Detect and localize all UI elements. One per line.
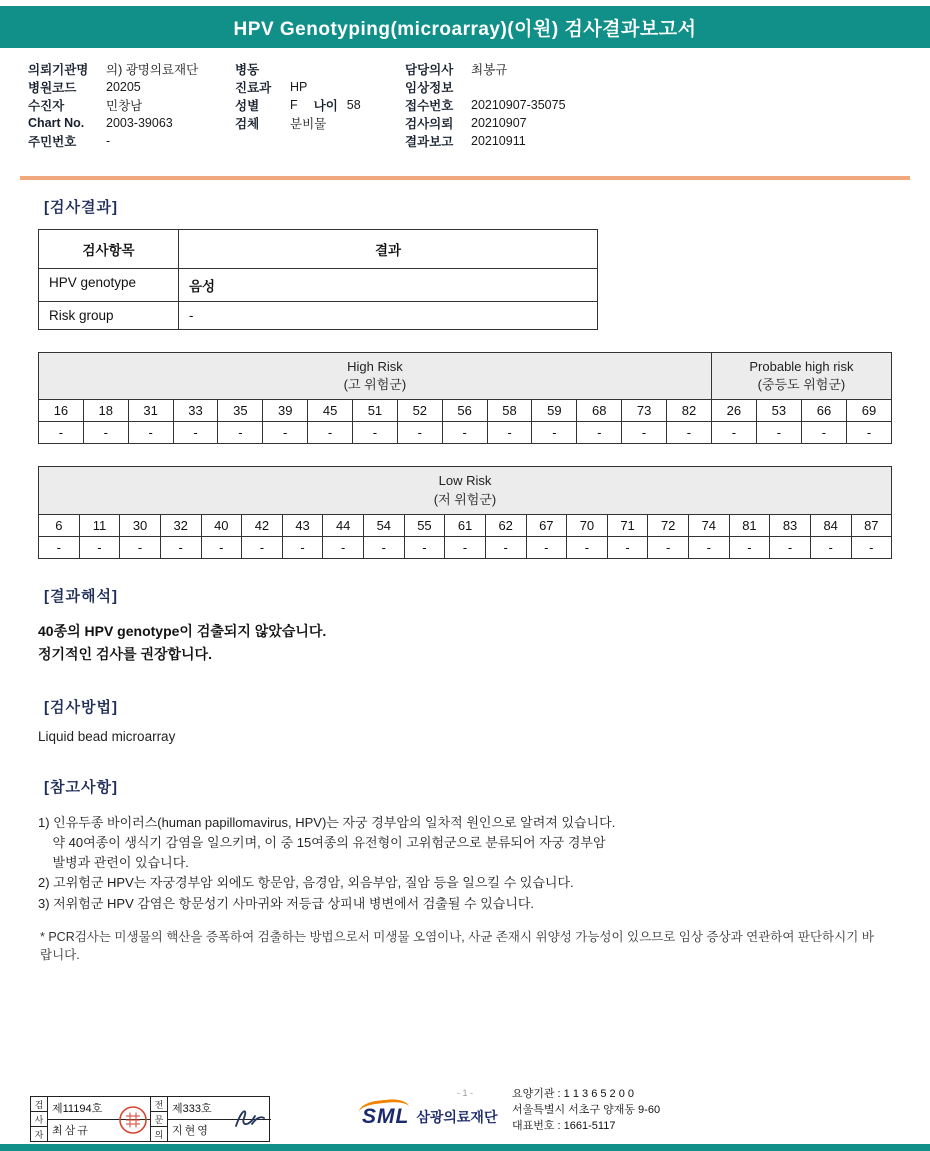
field-label: 담당의사 [405,63,454,77]
hpv-type-cell: 32 [160,515,201,536]
low-risk-table [38,466,892,558]
interpretation-line1: 40종의 HPV genotype이 검출되지 않았습니다. [38,622,327,639]
field-label: 임상정보 [405,81,454,95]
high-risk-table [38,352,892,444]
hpv-result-cell: - [363,537,404,558]
field-patient-name [28,96,198,114]
result-table-header-result: 결과 [374,243,402,258]
hpv-result-cell: - [666,422,711,443]
hpv-result-cell: - [442,422,487,443]
hpv-type-cell: 59 [531,400,576,421]
hpv-type-cell: 74 [688,515,729,536]
organization-name: 삼광의료재단 [416,1109,498,1125]
field-value: 의) 광명의료재단 [106,63,199,77]
result-table [38,229,598,330]
specialist-name: 지현영 [172,1125,210,1138]
role-char: 문 [151,1111,167,1126]
signature-scribble-icon [229,1104,267,1134]
hpv-type-cell: 84 [810,515,851,536]
hpv-result-cell: - [56,539,61,555]
bottom-teal-bar [0,1144,930,1151]
low-risk-result-row [39,536,891,558]
hpv-type-cell: 70 [566,515,607,536]
hpv-type-cell: 16 [53,403,69,419]
hpv-type-cell: 26 [726,403,742,419]
field-label: 진료과 [235,81,272,95]
hpv-type-cell: 55 [404,515,445,536]
field-requesting-org [28,60,198,78]
low-risk-subtitle: (저 위험군) [433,491,497,507]
report-header-bar [0,6,930,48]
result-value: - [189,308,194,323]
probable-high-risk-types [711,400,891,421]
hpv-result-cell: - [79,537,120,558]
field-value: - [106,134,111,148]
field-specimen [235,114,361,132]
probable-high-risk-group-header [711,353,891,399]
method-text: Liquid bead microarray [38,728,176,744]
field-label: 병원코드 [28,81,77,95]
hpv-result-cell: - [58,425,64,441]
field-chart-no [28,114,198,132]
field-report-date [405,132,566,150]
section-title-interpretation: [결과해석] [44,587,118,605]
hpv-type-cell: 61 [444,515,485,536]
hpv-result-cell: - [83,422,128,443]
field-hospital-code [28,78,198,96]
hpv-type-cell: 67 [526,515,567,536]
interpretation-text [38,620,930,666]
hpv-result-cell: - [729,537,770,558]
field-value: 58 [346,98,361,112]
low-risk-header-row [39,467,891,513]
hpv-result-cell: - [119,537,160,558]
low-risk-group-header [39,467,891,513]
hpv-type-cell: 81 [729,515,770,536]
phone-number: 대표번호 : 1661-5117 [512,1120,616,1133]
hpv-type-cell: 58 [487,400,532,421]
high-risk-group-header [39,353,711,399]
field-label: Chart No. [28,116,85,130]
field-label: 의뢰기관명 [28,63,89,77]
hpv-result-cell: - [801,422,846,443]
low-risk-results [39,537,891,558]
pcr-disclaimer: * PCR검사는 미생물의 핵산을 증폭하여 검출하는 방법으로서 미생물 오염이나, 사균 존재시 위양성 가능성이 있으므로 임상 증상과 연관하여 판단하시기 바랍니다. [40,929,874,963]
hpv-type-cell: 45 [307,400,352,421]
role-char: 사 [31,1111,47,1126]
hpv-type-cell: 40 [201,515,242,536]
hpv-type-cell: 53 [756,400,801,421]
hpv-result-cell: - [160,537,201,558]
high-risk-type-row [39,399,891,421]
hpv-result-cell: - [322,537,363,558]
hpv-type-cell: 72 [647,515,688,536]
hpv-result-cell: - [810,537,851,558]
red-seal-stamp-icon [118,1105,148,1135]
field-label: 성별 [235,99,260,113]
section-title-results: [검사결과] [44,199,118,216]
specialist-license: 제333호 [168,1097,271,1120]
hpv-result-cell: - [731,425,737,441]
hpv-type-cell: 42 [241,515,282,536]
hpv-result-cell: - [282,537,323,558]
hpv-result-cell: - [769,537,810,558]
signature-box [30,1096,270,1142]
probable-high-risk-title: Probable high risk [749,359,854,374]
field-label: 주민번호 [28,135,77,149]
hpv-type-cell: 73 [621,400,666,421]
high-risk-header-row [39,353,891,399]
hpv-result-cell: - [607,537,648,558]
field-resident-no [28,132,198,150]
field-label: 수진자 [28,99,65,113]
hpv-result-cell: - [173,422,218,443]
high-risk-result-row [39,421,891,443]
hpv-result-cell: - [307,422,352,443]
field-value: 20205 [106,80,141,94]
hpv-type-cell: 11 [79,515,120,536]
field-accession-no [405,96,566,114]
footer-contact-info [512,1087,660,1135]
low-risk-types [39,515,891,536]
page-number: - 1 - [456,1088,473,1098]
patient-info [0,60,930,156]
hpv-type-cell: 69 [846,400,891,421]
field-value: 20210907 [471,116,527,130]
hpv-type-cell: 68 [576,400,621,421]
hpv-result-cell: - [128,422,173,443]
note-line: 3) 저위험군 HPV 감염은 항문성기 사마귀와 저등급 상피내 병변에서 검출될 수 있습니다. [38,895,535,911]
patient-info-col2 [235,60,361,132]
high-risk-results [39,422,711,443]
notes-list [38,813,892,914]
hpv-result-cell: - [487,422,532,443]
hpv-result-cell: - [352,422,397,443]
hpv-result-cell: - [262,422,307,443]
probable-high-risk-subtitle: (중등도 위험군) [757,377,846,393]
field-ward [235,60,361,78]
field-label: 접수번호 [405,99,454,113]
hpv-result-cell: - [647,537,688,558]
field-clinical-info [405,78,566,96]
hpv-result-cell: - [201,537,242,558]
hpv-result-cell: - [485,537,526,558]
note-line: 발병과 관련이 있습니다. [38,855,189,871]
high-risk-types [39,400,711,421]
field-order-date [405,114,566,132]
examiner-role-label [31,1097,48,1141]
probable-high-risk-results [711,422,891,443]
low-risk-type-row [39,514,891,536]
hpv-result-cell: - [688,537,729,558]
patient-info-col3 [405,60,566,150]
field-label: 나이 [313,99,338,113]
hpv-result-cell: - [404,537,445,558]
high-risk-title: High Risk [347,359,403,374]
hpv-result-cell: - [531,422,576,443]
note-line: 1) 인유두종 바이러스(human papillomavirus, HPV)는 자궁 경부암의 일차적 원인으로 알려져 있습니다. [38,814,616,830]
hpv-type-cell: 54 [363,515,404,536]
hpv-result-cell: - [397,422,442,443]
result-item: Risk group [39,302,179,329]
role-char: 전 [154,1099,164,1110]
result-item: HPV genotype [39,269,179,301]
result-value: 음성 [189,279,216,294]
result-table-header-row [39,230,597,268]
hpv-type-cell: 33 [173,400,218,421]
hpv-type-cell: 82 [666,400,711,421]
table-row [39,268,597,301]
field-label: 결과보고 [405,135,454,149]
hpv-result-cell: - [621,422,666,443]
field-sex-age [235,96,361,114]
table-row [39,301,597,329]
note-line: 2) 고위험군 HPV는 자궁경부암 외에도 항문암, 음경암, 외음부암, 질암 등을 일으킬 수 있습니다. [38,875,574,891]
examiner-area [48,1097,151,1141]
role-char: 자 [31,1126,47,1141]
hpv-type-cell: 66 [801,400,846,421]
field-value: 2003-39063 [106,116,173,130]
role-char: 검 [34,1099,44,1110]
hpv-result-cell: - [241,537,282,558]
specialist-area [168,1097,271,1141]
hpv-type-cell: 56 [442,400,487,421]
orange-divider [20,176,910,180]
field-label: 검체 [235,117,260,131]
sml-logo-mark [362,1105,409,1129]
section-title-notes: [참고사항] [44,778,118,796]
hpv-type-cell: 71 [607,515,648,536]
hpv-result-cell: - [566,537,607,558]
hpv-type-cell: 18 [83,400,128,421]
hpv-type-cell: 52 [397,400,442,421]
field-value: 분비물 [290,117,327,131]
hpv-type-cell: 51 [352,400,397,421]
hpv-result-cell: - [576,422,621,443]
interpretation-line2: 정기적인 검사를 권장합니다. [38,645,212,662]
address: 서울특별시 서초구 양재동 9-60 [512,1104,661,1117]
field-value: 최봉규 [471,63,508,77]
examiner-license: 제11194호 [48,1097,150,1120]
low-risk-title: Low Risk [438,473,492,489]
hpv-type-cell: 43 [282,515,323,536]
result-table-header-item: 검사항목 [39,230,179,268]
field-value: 민창남 [106,99,143,113]
hpv-type-cell: 87 [851,515,892,536]
note-line: 약 40여종이 생식기 감염을 일으키며, 이 중 15여종의 유전형이 고위험군으로 분류되어 자궁 경부암 [38,835,606,851]
hpv-type-cell: 44 [322,515,363,536]
hpv-result-cell: - [217,422,262,443]
hpv-result-cell: - [444,537,485,558]
logo-text: SML [362,1105,410,1128]
sml-logo [362,1105,497,1129]
section-title-method: [검사방법] [44,698,118,716]
field-value: 20210907-35075 [471,98,566,112]
hpv-type-cell: 62 [485,515,526,536]
field-value: HP [290,80,308,94]
field-label: 검사의뢰 [405,117,454,131]
care-org-number: 요양기관 : 1 1 3 6 5 2 0 0 [512,1088,635,1101]
hpv-result-cell: - [526,537,567,558]
hpv-type-cell: 31 [128,400,173,421]
hpv-type-cell: 6 [55,517,63,533]
hpv-type-cell: 35 [217,400,262,421]
hpv-type-cell: 83 [769,515,810,536]
high-risk-subtitle: (고 위험군) [343,377,407,393]
field-value: F [290,98,298,112]
field-doctor [405,60,566,78]
role-char: 의 [151,1126,167,1141]
hpv-result-cell: - [846,422,891,443]
hpv-result-cell: - [756,422,801,443]
specialist-role-label [151,1097,168,1141]
examiner-name: 최삼규 [52,1125,90,1138]
hpv-type-cell: 30 [119,515,160,536]
field-label: 병동 [235,63,260,77]
report-title: HPV Genotyping(microarray)(이원) 검사결과보고서 [233,18,697,40]
field-value: 20210911 [471,134,526,148]
patient-info-col1 [28,60,198,150]
hpv-type-cell: 39 [262,400,307,421]
field-department [235,78,361,96]
hpv-result-cell: - [851,537,892,558]
